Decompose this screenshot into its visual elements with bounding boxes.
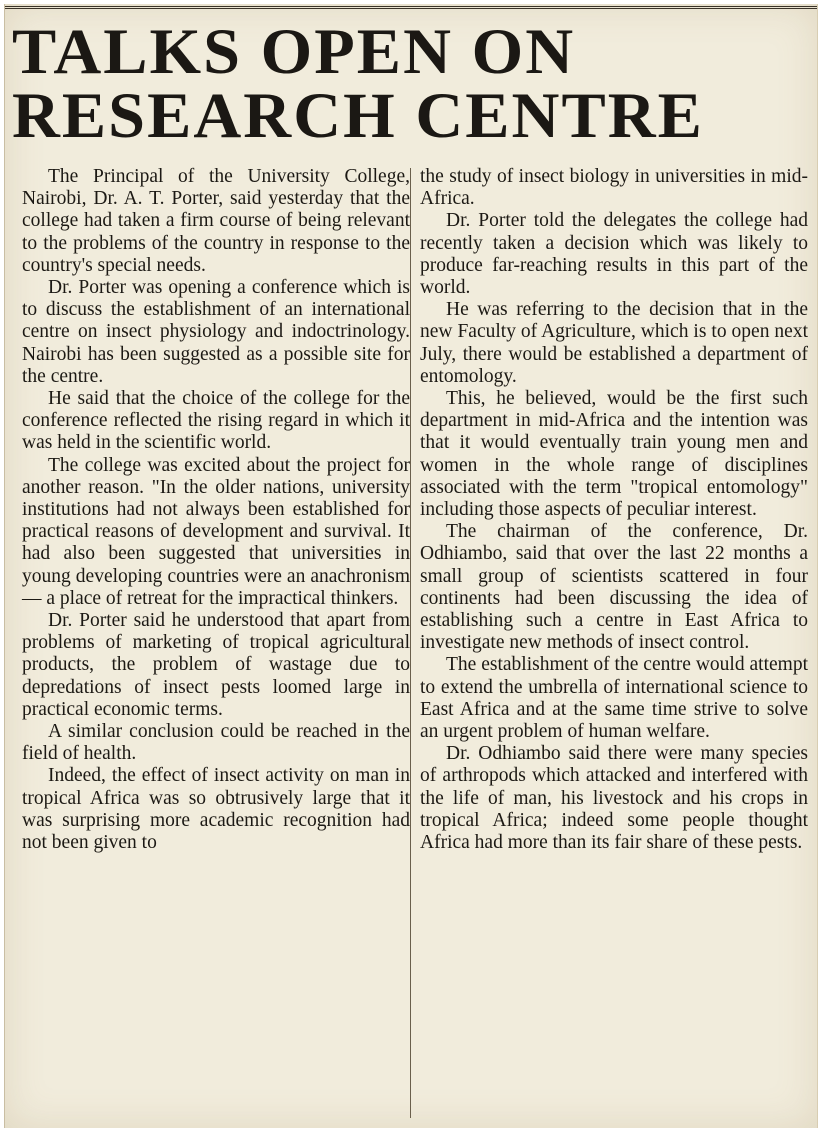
paragraph: Dr. Porter said he understood that apart from problems of marketing of tropical agricultural products, the problem of wastage due to depredations of insect pests loomed large in practical economic terms. <box>22 610 410 720</box>
headline-line-2: RESEARCH CENTRE <box>12 80 704 152</box>
headline <box>12 16 808 152</box>
right-column <box>420 166 808 854</box>
paragraph: The Principal of the University College, Nairobi, Dr. A. T. Porter, said yesterday that the college had taken a firm course of being relevant to the problems of the country in response to the country's special needs. <box>22 166 410 276</box>
column-divider <box>410 168 411 1118</box>
paragraph: Dr. Odhiambo said there were many species of arthropods which attacked and interfered with the life of man, his livestock and his crops in tropical Africa; indeed some people thought Africa had more than its fair share of these pests. <box>420 743 808 854</box>
paragraph: This, he believed, would be the first such department in mid-Africa and the intention was that it would eventually train young men and women in the whole range of disciplines associated with the term "tropical entomology" including those aspects of peculiar interest. <box>420 388 808 521</box>
paragraph: Indeed, the effect of insect activity on man in tropical Africa was so obtrusively large that it was surprising more academic recognition had not been given to <box>22 765 410 854</box>
paragraph: Dr. Porter was opening a conference which is to discuss the establishment of an international centre on insect physiology and indoctrinology. Nairobi has been suggested as a possible site for the centre. <box>22 277 410 387</box>
left-column <box>22 166 410 854</box>
headline-line-1: TALKS OPEN ON <box>12 16 576 88</box>
paragraph-continuation: the study of insect biology in universities in mid-Africa. <box>420 166 808 210</box>
paragraph: A similar conclusion could be reached in the field of health. <box>22 721 410 765</box>
paragraph: The chairman of the conference, Dr. Odhiambo, said that over the last 22 months a small group of scientists scattered in four continents had been discussing the idea of establishing such a centre in East Africa to investigate new methods of insect control. <box>420 521 808 654</box>
paragraph: The establishment of the centre would attempt to extend the umbrella of international science to East Africa and at the same time strive to solve an urgent problem of human welfare. <box>420 654 808 743</box>
paragraph: The college was excited about the project for another reason. "In the older nations, university institutions had not always been established for practical reasons of development and survival. It had also been suggested that universities in young developing countries were an anachronism — a place of retreat for the impractical thinkers. <box>22 454 410 609</box>
top-rule <box>5 6 817 9</box>
paragraph: He said that the choice of the college for the conference reflected the rising regard in which it was held in the scientific world. <box>22 388 410 454</box>
paragraph: He was referring to the decision that in the new Faculty of Agriculture, which is to open next July, there would be established a department of entomology. <box>420 299 808 387</box>
paragraph: Dr. Porter told the delegates the college had recently taken a decision which was likely to produce far-reaching results in this part of the world. <box>420 210 808 299</box>
